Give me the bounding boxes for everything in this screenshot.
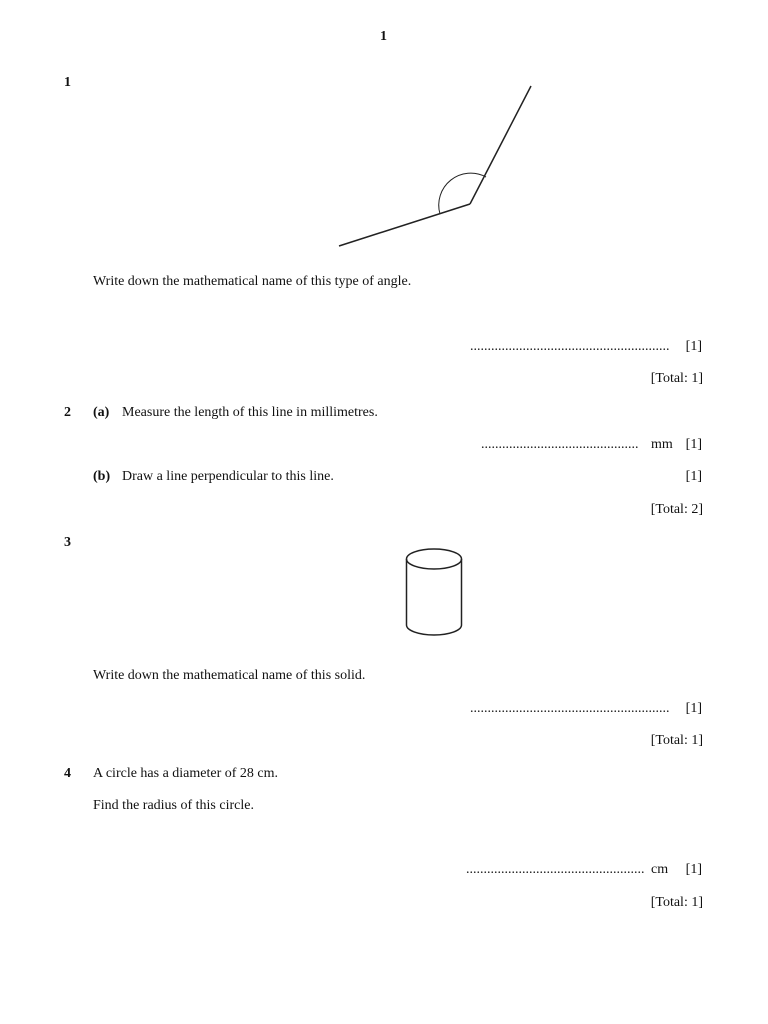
question-2a-unit: mm	[651, 437, 673, 452]
question-1-total: [Total: 1]	[650, 371, 703, 386]
question-3-marks: [1]	[685, 701, 702, 716]
question-4-unit: cm	[651, 862, 669, 877]
question-4-total: [Total: 1]	[650, 895, 703, 910]
question-2a-label: (a)	[93, 405, 110, 420]
question-4-prompt-radius: Find the radius of this circle.	[93, 798, 254, 813]
obtuse-angle-diagram	[330, 80, 540, 250]
cylinder-diagram	[403, 547, 465, 639]
question-2b-marks: [1]	[685, 469, 702, 484]
question-2-total: [Total: 2]	[650, 502, 703, 517]
question-3-total: [Total: 1]	[650, 733, 703, 748]
question-1-answer-line[interactable]: .........................................................	[470, 339, 670, 354]
page-number: 1	[380, 29, 387, 44]
question-3-number: 3	[64, 535, 71, 550]
question-2b-prompt: Draw a line perpendicular to this line.	[122, 469, 334, 484]
question-2a-prompt: Measure the length of this line in millimetres.	[122, 405, 378, 420]
question-1-prompt: Write down the mathematical name of this type of angle.	[93, 274, 412, 289]
question-4-answer-line[interactable]: ...................................................	[466, 862, 645, 877]
question-2a-marks: [1]	[685, 437, 702, 452]
question-1-number: 1	[64, 75, 71, 90]
question-4-prompt-diameter: A circle has a diameter of 28 cm.	[93, 766, 279, 781]
question-2a-answer-line[interactable]: .............................................	[481, 437, 639, 452]
question-3-answer-line[interactable]: .........................................................	[470, 701, 670, 716]
question-3-prompt: Write down the mathematical name of this solid.	[93, 668, 366, 683]
question-2-number: 2	[64, 405, 71, 420]
question-1-marks: [1]	[685, 339, 702, 354]
question-2b-label: (b)	[93, 469, 111, 484]
question-4-marks: [1]	[685, 862, 702, 877]
question-4-number: 4	[64, 766, 71, 781]
